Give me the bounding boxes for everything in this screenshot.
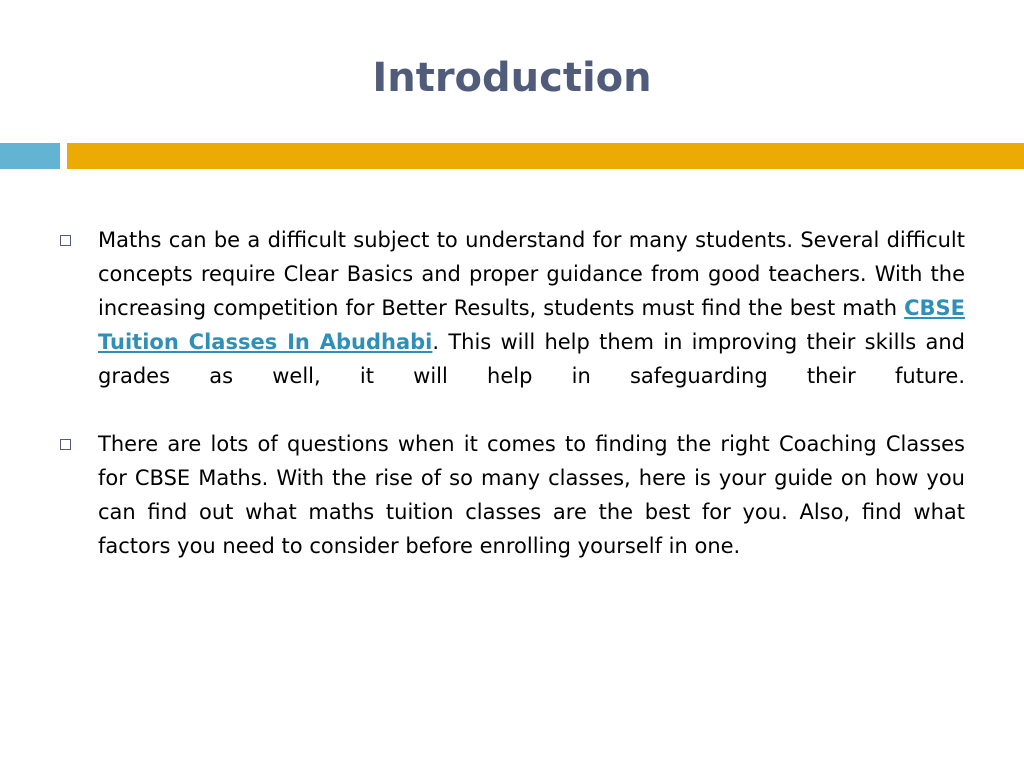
square-bullet-icon (60, 439, 71, 450)
accent-bar-blue (0, 143, 60, 169)
bullet-item-2 (60, 427, 965, 563)
bullet-list (60, 223, 965, 597)
cbse-tuition-link[interactable]: CBSE Tuition Classes In Abudhabi (98, 296, 965, 354)
slide-title: Introduction (372, 55, 652, 101)
bullet-1-text-before: Maths can be a difficult subject to understand for many students. Several difficult concepts require Clear Basics and proper guidance from good teachers. With the increasing competition for Better Results, students must find the best math (98, 228, 965, 320)
bullet-2-text: There are lots of questions when it comes to finding the right Coaching Classes for CBSE Maths. With the rise of so many classes, here is your guide on how you can find out what maths tuition classes are the best for you. Also, find what factors you need to consider before enrolling yourself in one. (98, 432, 965, 558)
bullet-1-text-after: . This will help them in improving their skills and grades as well, it will help in safeguarding their future. (98, 330, 965, 388)
square-bullet-icon (60, 235, 71, 246)
bullet-item-1 (60, 223, 965, 393)
accent-bar-gold (67, 143, 1024, 169)
